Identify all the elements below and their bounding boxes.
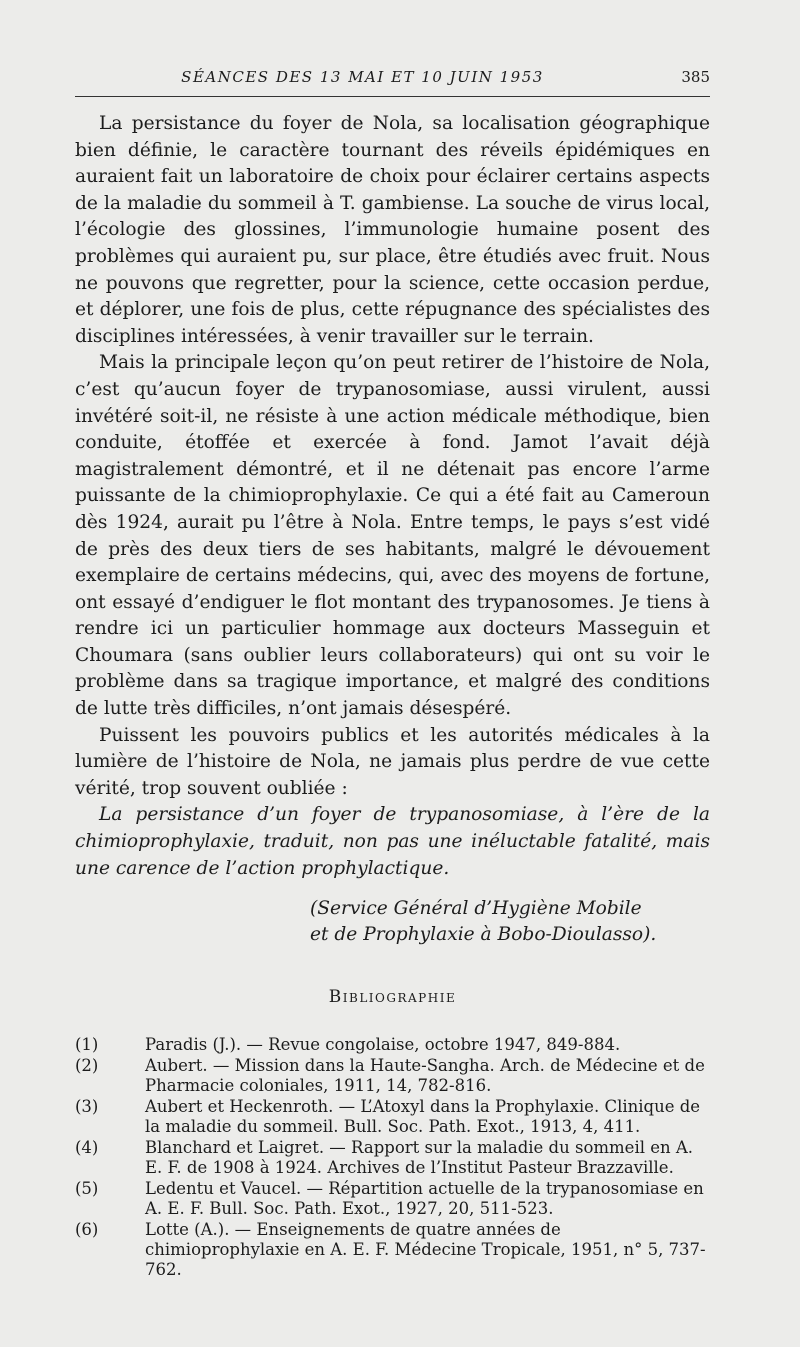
bibliography-list xyxy=(75,1035,710,1280)
page-number: 385 xyxy=(681,68,710,86)
reference-item xyxy=(75,1220,710,1280)
reference-item xyxy=(75,1056,710,1096)
bibliography-heading: Bibliographie xyxy=(328,987,457,1008)
reference-item xyxy=(75,1035,710,1055)
reference-number: (4) xyxy=(75,1137,99,1157)
paragraph-nola-persistence: La persistance du foyer de Nola, sa localisation géographique bien définie, le caractère tournant des réveils épidémiques en auraient fait un laboratoire de choix pour éclairer certains aspects de la maladie du sommeil à T. gambiense. La souche de virus local, l’écologie des glossines, l’immunologie humaine posent des problèmes qui auraient pu, sur place, être étudiés avec fruit. Nous ne pouvons que regretter, pour la science, cette occasion perdue, et déplorer, une fois de plus, cette répugnance des spécialistes des disciplines intéressées, à venir travailler sur le terrain. xyxy=(75,113,710,347)
reference-number: (1) xyxy=(75,1034,99,1054)
reference-number: (3) xyxy=(75,1096,99,1116)
affiliation-line-2: et de Prophylaxie à Bobo-Dioulasso). xyxy=(310,924,657,946)
reference-text: Aubert. — Mission dans la Haute-Sangha. Arch. de Médecine et de Pharmacie coloniales, 1911, 14, 782-816. xyxy=(145,1055,705,1095)
reference-number: (6) xyxy=(75,1219,99,1239)
paragraph-main-lesson: Mais la principale leçon qu’on peut retirer de l’histoire de Nola, c’est qu’aucun foyer de trypanosomiase, aussi virulent, aussi invétéré soit-il, ne résiste à une action médicale méthodique, bien conduite, étoffée et exercée à fond. Jamot l’avait déjà magistralement démontré, et il ne détenait pas encore l’arme puissante de la chimioprophylaxie. Ce qui a été fait au Cameroun dès 1924, aurait pu l’être à Nola. Entre temps, le pays s’est vidé de près des deux tiers de ses habitants, malgré le dévouement exemplaire de certains médecins, qui, avec des moyens de fortune, ont essayé d’endiguer le flot montant des trypanosomes. Je tiens à rendre ici un particulier hommage aux docteurs Masseguin et Choumara (sans oublier leurs collaborateurs) qui ont su voir le problème dans sa tragique importance, et malgré des conditions de lutte très difficiles, n’ont jamais désespéré. xyxy=(75,352,710,720)
reference-text: Paradis (J.). — Revue congolaise, octobre 1947, 849-884. xyxy=(145,1034,621,1054)
reference-number: (5) xyxy=(75,1178,99,1198)
header-rule xyxy=(75,96,710,97)
reference-item xyxy=(75,1097,710,1137)
reference-item xyxy=(75,1179,710,1219)
running-head: SÉANCES DES 13 MAI ET 10 JUIN 1953 xyxy=(181,68,544,86)
affiliation-line-1: (Service Général d’Hygiène Mobile xyxy=(310,898,642,920)
reference-text: Blanchard et Laigret. — Rapport sur la maladie du sommeil en A. E. F. de 1908 à 1924. Archives de l’Institut Pasteur Brazzaville. xyxy=(145,1137,694,1177)
reference-text: Aubert et Heckenroth. — L’Atoxyl dans la Prophylaxie. Clinique de la maladie du sommeil. Bull. Soc. Path. Exot., 1913, 4, 411. xyxy=(145,1096,701,1136)
paragraph-public-powers: Puissent les pouvoirs publics et les autorités médicales à la lumière de l’histoire de Nola, ne jamais plus perdre de vue cette vérité, trop souvent oubliée : xyxy=(75,724,710,799)
paragraph-conclusion-quote: La persistance d’un foyer de trypanosomiase, à l’ère de la chimioprophylaxie, traduit, non pas une inéluctable fatalité, mais une carence de l’action prophylactique. xyxy=(75,804,710,879)
page-header xyxy=(75,64,710,88)
reference-text: Ledentu et Vaucel. — Répartition actuelle de la trypanosomiase en A. E. F. Bull. Soc. Path. Exot., 1927, 20, 511-523. xyxy=(145,1178,704,1218)
author-affiliation xyxy=(75,896,710,948)
reference-item xyxy=(75,1138,710,1178)
reference-text: Lotte (A.). — Enseignements de quatre années de chimioprophylaxie en A. E. F. Médecine Tropicale, 1951, n° 5, 737-762. xyxy=(145,1219,706,1279)
reference-number: (2) xyxy=(75,1055,99,1075)
article-body xyxy=(75,111,710,1281)
